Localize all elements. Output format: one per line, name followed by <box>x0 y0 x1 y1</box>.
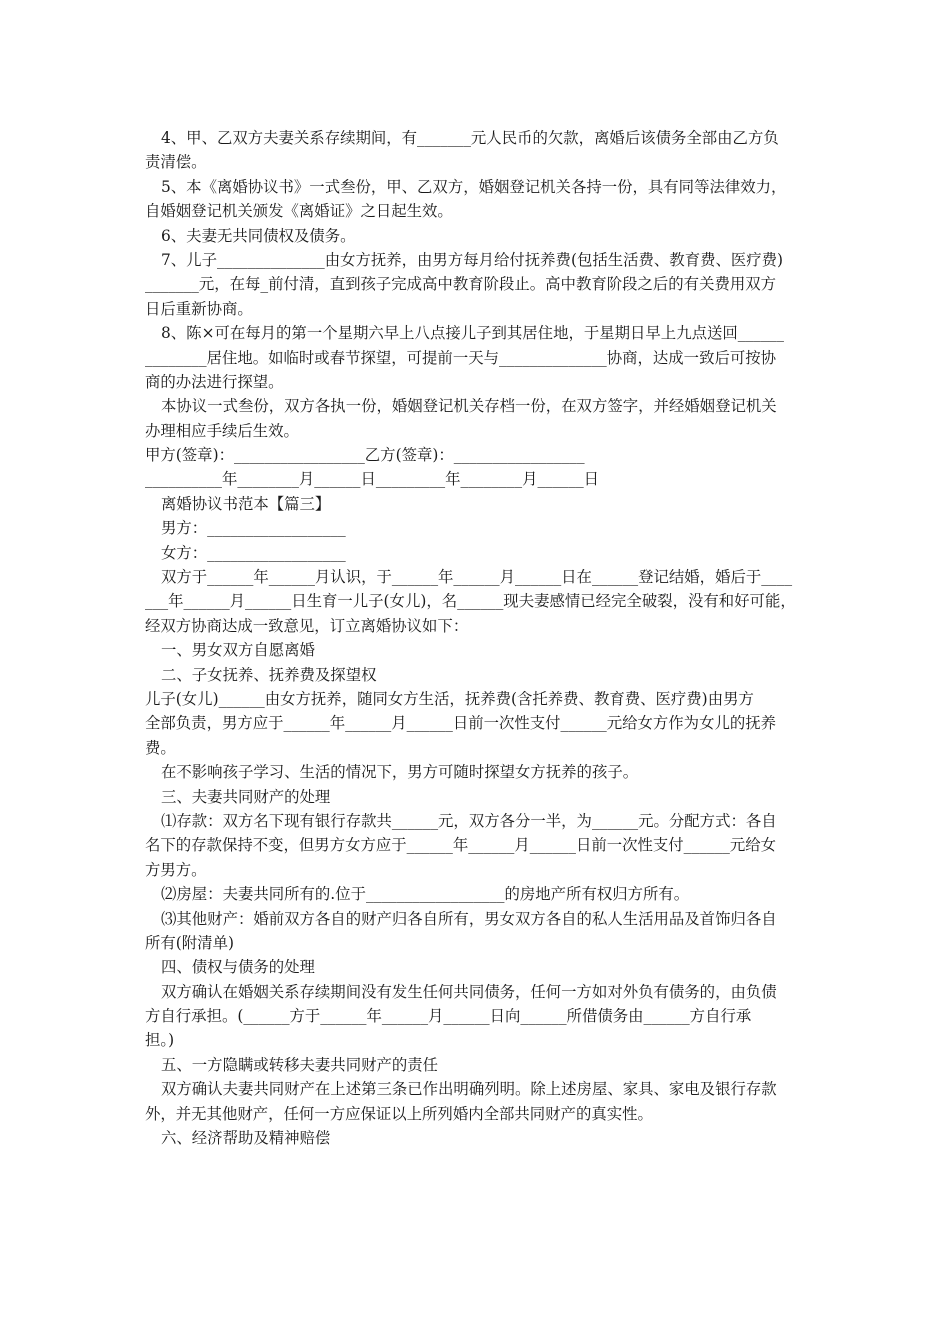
document-line: 在不影响孩子学习、生活的情况下，男方可随时探望女方抚养的孩子。 <box>161 763 639 782</box>
document-line: 甲方(签章)：_________________乙方(签章)：_________________ <box>145 446 585 465</box>
document-line: 本协议一式叁份，双方各执一份，婚姻登记机关存档一份，在双方签字，并经婚姻登记机关 <box>161 397 777 416</box>
document-line: 双方于______年______月认识，于______年______月______日在______登记结婚，婚后于____ <box>161 568 793 587</box>
document-line: 女方：__________________ <box>161 543 346 562</box>
document-line: _______元，在每_前付清，直到孩子完成高中教育阶段止。高中教育阶段之后的有关费用双方 <box>145 275 777 294</box>
document-line: 担。) <box>145 1031 175 1050</box>
document-line: ___年______月______日生育一儿子(女儿)，名______现夫妻感情已经完全破裂，没有和好可能， <box>145 592 796 611</box>
document-line: ⑵房屋：夫妻共同所有的.位于__________________的房地产所有权归方所有。 <box>161 885 690 904</box>
document-line: 二、子女抚养、抚养费及探望权 <box>161 665 377 684</box>
document-line: 5、本《离婚协议书》一式叁份，甲、乙双方，婚姻登记机关各持一份，具有同等法律效力， <box>161 177 787 196</box>
document-line: 8、陈×可在每月的第一个星期六早上八点接儿子到其居住地，于星期日早上九点送回______ <box>161 324 784 343</box>
document-line: 六、经济帮助及精神赔偿 <box>161 1129 331 1148</box>
document-line: 五、一方隐瞒或转移夫妻共同财产的责任 <box>161 1055 439 1074</box>
document-line: 名下的存款保持不变，但男方女方应于______年______月______日前一次性支付______元给女 <box>145 836 777 855</box>
document-line: 离婚协议书范本【篇三】 <box>161 494 331 513</box>
document-line: 商的办法进行探望。 <box>145 372 284 391</box>
document-line: __________年________月______日_________年________月______日 <box>145 470 600 489</box>
document-line: 方男方。 <box>145 860 207 879</box>
document-line: 儿子(女儿)______由女方抚养，随同女方生活，抚养费(含托养费、教育费、医疗费)由男方 <box>145 689 754 708</box>
document-line: 所有(附清单) <box>145 933 234 952</box>
document-line: 男方：__________________ <box>161 519 346 538</box>
document-line: 自婚姻登记机关颁发《离婚证》之日起生效。 <box>145 202 453 221</box>
document-line: 费。 <box>145 738 176 757</box>
document-body <box>145 126 813 1150</box>
document-line: 方自行承担。(______方于______年______月______日向______所借债务由______方自行承 <box>145 1007 752 1026</box>
document-line: 日后重新协商。 <box>145 299 253 318</box>
document-line: 办理相应手续后生效。 <box>145 421 299 440</box>
document-line: 双方确认夫妻共同财产在上述第三条已作出明确列明。除上述房屋、家具、家电及银行存款 <box>161 1080 777 1099</box>
document-line: 外，并无其他财产，任何一方应保证以上所列婚内全部共同财产的真实性。 <box>145 1104 653 1123</box>
document-line: 全部负责，男方应于______年______月______日前一次性支付______元给女方作为女儿的抚养 <box>145 714 777 733</box>
document-line: 7、儿子______________由女方抚养，由男方每月给付抚养费(包括生活费、教育费、医疗费) <box>161 250 784 269</box>
document-line: 经双方协商达成一致意见，订立离婚协议如下： <box>145 616 469 635</box>
document-line: 四、债权与债务的处理 <box>161 958 315 977</box>
document-line: 一、男女双方自愿离婚 <box>161 641 315 660</box>
document-line: 4、甲、乙双方夫妻关系存续期间，有_______元人民币的欠款，离婚后该债务全部由乙方负 <box>161 129 779 147</box>
document-line: ⑴存款：双方名下现有银行存款共______元，双方各分一半，为______元。分配方式：各自 <box>161 811 777 830</box>
document-line: ⑶其他财产：婚前双方各自的财产归各自所有，男女双方各自的私人生活用品及首饰归各自 <box>161 909 777 928</box>
document-line: 责清偿。 <box>145 153 207 172</box>
document-line: 三、夫妻共同财产的处理 <box>161 787 331 806</box>
document-line: ________居住地。如临时或春节探望，可提前一天与______________协商，达成一致后可按协 <box>145 348 777 367</box>
document-line: 双方确认在婚姻关系存续期间没有发生任何共同债务，任何一方如对外负有债务的，由负债 <box>161 982 777 1001</box>
document-line: 6、夫妻无共同债权及债务。 <box>161 226 356 245</box>
